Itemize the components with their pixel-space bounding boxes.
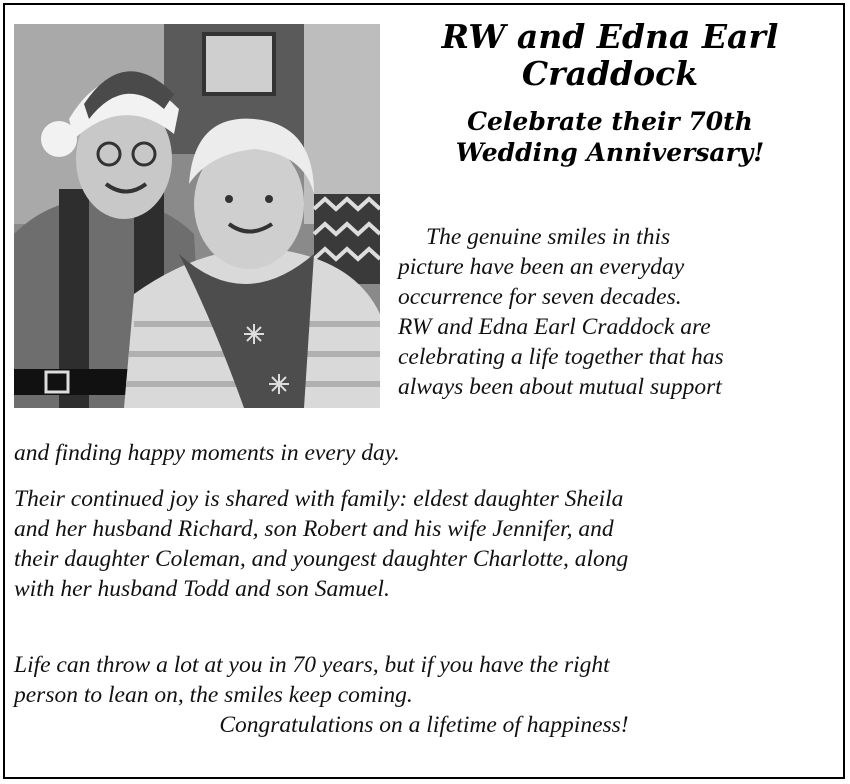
paragraph-2 xyxy=(14,484,628,604)
paragraph-1-line: The genuine smiles in this xyxy=(426,224,671,250)
paragraph-1 xyxy=(398,222,724,402)
paragraph-2-line: Their continued joy is shared with family: eldest daughter Sheila xyxy=(14,486,624,512)
paragraph-1-line: always been about mutual support xyxy=(398,374,722,400)
title-block xyxy=(390,18,830,168)
paragraph-2-line: their daughter Coleman, and youngest daughter Charlotte, along xyxy=(14,546,629,572)
subtitle-line2: Wedding Anniversary! xyxy=(455,138,765,167)
closing-line: Congratulations on a lifetime of happiness! xyxy=(219,712,629,738)
paragraph-1-line: celebrating a life together that has xyxy=(398,344,724,370)
paragraph-2-line: and her husband Richard, son Robert and his wife Jennifer, and xyxy=(14,516,614,542)
title-names-line1: RW and Edna Earl xyxy=(441,17,779,56)
paragraph-1-line: occurrence for seven decades. xyxy=(398,284,682,310)
paragraph-1-line: RW and Edna Earl Craddock are xyxy=(398,314,711,340)
paragraph-3-line: Life can throw a lot at you in 70 years, but if you have the right xyxy=(14,652,610,678)
paragraph-1-tail: and finding happy moments in every day. xyxy=(14,440,400,466)
paragraph-1-line: picture have been an everyday xyxy=(398,254,685,280)
paragraph-3-line: person to lean on, the smiles keep coming. xyxy=(14,682,413,708)
couple-photo xyxy=(14,24,380,408)
paragraph-2-line: with her husband Todd and son Samuel. xyxy=(14,576,390,602)
title-names-line2: Craddock xyxy=(521,54,699,93)
paragraph-3 xyxy=(14,650,834,740)
couple-photo-illustration xyxy=(14,24,380,408)
subtitle-line1: Celebrate their 70th xyxy=(467,107,753,136)
